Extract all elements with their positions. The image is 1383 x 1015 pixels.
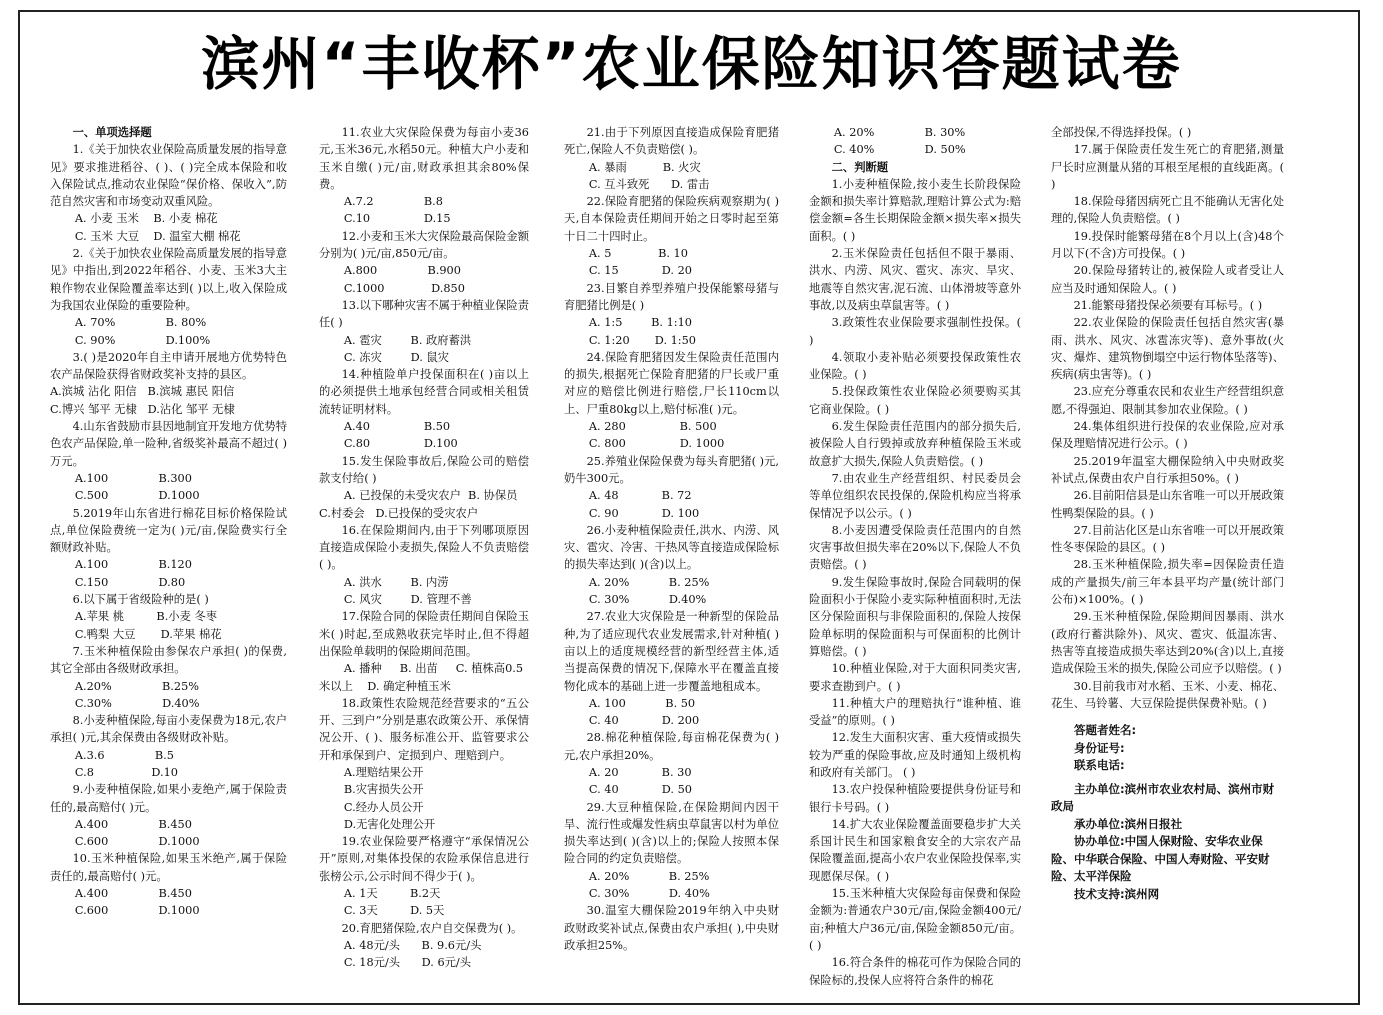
options-2b: C. 90% D.100% — [74, 333, 211, 347]
judgment-23: 23.应充分尊重农民和农业生产经营组织意愿,不得强迫、限制其参加农业保险。( ) — [1051, 385, 1284, 416]
options-12b: C.1000 D.850 — [343, 281, 465, 295]
options-20a: A. 48元/头 B. 9.6元/头 — [343, 938, 482, 952]
judgment-2: 2.玉米保险责任包括但不限于暴雨、洪水、内涝、风灾、雹灾、冻灾、旱灾、地震等自然灾害,泥石流、山体滑坡等意外事故,以及病虫草鼠害等。( ) — [809, 247, 1021, 312]
question-13: 13.以下哪种灾害不属于种植业保险责任( ) — [319, 298, 529, 330]
options-21a: A. 暴雨 B. 火灾 — [588, 160, 701, 174]
options-24b: C. 800 D. 1000 — [588, 437, 725, 451]
name-label: 答题者姓名: — [1074, 723, 1137, 738]
respondent-info — [1051, 722, 1284, 775]
judgment-3: 3.政策性农业保险要求强制性投保。( ) — [809, 316, 1021, 347]
options-20b: C. 18元/头 D. 6元/头 — [343, 956, 472, 970]
question-3: 3.( )是2020年自主申请开展地方优势特色农产品保险获得省财政奖补支持的县区。 — [50, 350, 287, 382]
question-18: 18.政策性农险规范经营要求的“五公开、三到户”分别是惠农政策公开、承保情况公开、( )、服务标准公开、监管要求公开和承保到户、定损到户、理赔到户。 — [319, 696, 529, 762]
judgment-7: 7.由农业生产经营组织、村民委员会等单位组织农民投保的,保险机构应当将承保情况予以公示。( ) — [809, 471, 1021, 520]
options-4a: A.100 B.300 — [74, 471, 192, 485]
host-line — [1051, 781, 1284, 816]
organizers — [1051, 781, 1284, 904]
options-6a: A.苹果 桃 B.小麦 冬枣 — [74, 610, 218, 624]
host-value: 滨州市农业农村局、滨州市财政局 — [1051, 781, 1275, 814]
column-4 — [809, 124, 1021, 999]
options-1a: A. 小麦 玉米 B. 小麦 棉花 — [74, 212, 218, 226]
options-13b: C. 冻灾 D. 鼠灾 — [343, 350, 450, 364]
question-29: 29.大豆种植保险,在保险期间内因干旱、流行性或爆发性病虫草鼠害以村为单位损失率达到( )(含)以上的;保险人按照本保险合同的约定负责赔偿。 — [564, 800, 779, 866]
question-1: 1.《关于加快农业保险高质量发展的指导意见》要求推进稻谷、( )、( )完全成本保险和收入保险试点,推动农业保险“保价格、保收入”,防范自然灾害和市场变动双重风险。 — [50, 143, 287, 209]
judgment-15: 15.玉米种植大灾保险每亩保费和保险金额为:普通农户30元/亩,保险金额400元/亩;种植大户36元/亩,保险金额850元/亩。( ) — [809, 887, 1021, 952]
question-28: 28.棉花种植保险,每亩棉花保费为( )元,农户承担20%。 — [564, 731, 779, 762]
options-5a: A.100 B.120 — [74, 558, 192, 572]
judgment-16-continued: 全部投保,不得选择投保。( ) — [1051, 126, 1192, 139]
question-10: 10.玉米种植保险,如果玉米绝产,属于保险责任的,最高赔付( )元。 — [50, 852, 287, 883]
question-20: 20.育肥猪保险,农户自交保费为( )。 — [341, 921, 523, 935]
exam-columns — [50, 124, 1334, 999]
judgment-24: 24.集体组织进行投保的农业保险,应对承保及理赔情况进行公示。( ) — [1051, 420, 1284, 451]
options-10b: C.600 D.1000 — [74, 904, 200, 918]
options-29b: C. 30% D. 40% — [588, 887, 710, 901]
options-22b: C. 15 D. 20 — [588, 264, 692, 278]
options-9a: A.400 B.450 — [74, 817, 192, 831]
options-2a: A. 70% B. 80% — [74, 316, 207, 330]
judgment-27: 27.目前沾化区是山东省唯一可以开展政策性冬枣保险的县区。( ) — [1051, 523, 1284, 555]
question-5: 5.2019年山东省进行棉花目标价格保险试点,单位保险费统一定为( )元/亩,保险费实行全额财政补贴。 — [50, 506, 287, 555]
options-21b: C. 互斗致死 D. 雷击 — [588, 177, 710, 191]
question-12: 12.小麦和玉米大灾保险最高保险金额分别为( )元/亩,850元/亩。 — [319, 229, 529, 261]
organizer-value: 滨州日报社 — [1124, 816, 1183, 831]
column-2 — [319, 124, 529, 999]
question-15: 15.发生保险事故后,保险公司的赔偿款支付给( ) — [319, 454, 529, 485]
options-30b: C. 40% D. 50% — [833, 143, 966, 157]
options-19b: C. 3天 D. 5天 — [343, 904, 445, 918]
options-14b: C.80 D.100 — [343, 437, 458, 451]
column-1 — [50, 124, 287, 999]
options-18d: D.无害化处理公开 — [343, 817, 436, 831]
options-29a: A. 20% B. 25% — [588, 869, 710, 883]
question-17: 17.保险合同的保险责任期间自保险玉米( )时起,至成熟收获完毕时止,但不得超出保险单载明的保险期间范围。 — [319, 610, 529, 658]
options-27a: A. 100 B. 50 — [588, 696, 696, 710]
options-17a: A. 播种 B. 出苗 C. 植株高0.5 — [343, 662, 524, 676]
judgment-9: 9.发生保险事故时,保险合同载明的保险面积小于保险小麦实际种植面积时,无法区分保险面积与非保险面积的,保险人按保险单标明的保险面积与可保面积的比例计算赔偿。( ) — [809, 575, 1021, 658]
options-14a: A.40 B.50 — [343, 420, 451, 434]
question-8: 8.小麦种植保险,每亩小麦保费为18元,农户承担( )元,其余保费由各级财政补贴。 — [50, 714, 287, 745]
options-12a: A.800 B.900 — [343, 264, 461, 278]
options-7b: C.30% D.40% — [74, 696, 200, 710]
options-25a: A. 48 B. 72 — [588, 489, 692, 503]
question-7: 7.玉米种植保险由参保农户承担( )的保费,其它全部由各级财政承担。 — [50, 644, 287, 676]
judgment-26: 26.目前阳信县是山东省唯一可以开展政策性鸭梨保险的县。( ) — [1051, 489, 1284, 520]
judgment-13: 13.农户投保种植险要提供身份证号和银行卡号码。( ) — [809, 783, 1021, 814]
question-14: 14.种植险单户投保面积在( )亩以上的必须提供土地承包经营合同或相关租赁流转证明材料。 — [319, 368, 529, 416]
question-16: 16.在保险期间内,由于下列哪项原因直接造成保险小麦损失,保险人不负责赔偿( )。 — [319, 523, 529, 572]
question-25: 25.养殖业保险保费为每头育肥猪( )元,奶牛300元。 — [564, 454, 779, 485]
options-1b: C. 玉米 大豆 D. 温室大棚 棉花 — [74, 229, 241, 243]
question-6: 6.以下属于省级险种的是( ) — [72, 593, 209, 607]
options-15a: A. 已投保的未受灾农户 B. 协保员 — [343, 489, 518, 503]
question-23: 23.目繁自养型养殖户投保能繁母猪与育肥猪比例是( ) — [564, 281, 779, 312]
judgment-14: 14.扩大农业保险覆盖面要稳步扩大关系国计民生和国家粮食安全的大宗农产品保险覆盖面,提高小农户农业保险投保率,实现愿保尽保。( ) — [809, 817, 1021, 883]
judgment-28: 28.玉米种植保险,损失率=因保险责任造成的产量损失/前三年本县平均产量(统计部门公布)×100%。( ) — [1051, 558, 1284, 607]
judgment-6: 6.发生保险责任范围内的部分损失后,被保险人自行毁掉或放弃种植保险玉米或故意扩大损失,保险人负责赔偿。( ) — [809, 420, 1021, 468]
co-organizer-line — [1051, 833, 1284, 886]
options-3b: C.博兴 邹平 无棣 D.沾化 邹平 无棣 — [50, 402, 235, 416]
options-8a: A.3.6 B.5 — [74, 748, 174, 762]
judgment-4: 4.领取小麦补贴必须要投保政策性农业保险。( ) — [809, 350, 1021, 382]
question-26: 26.小麦种植保险责任,洪水、内涝、风灾、雹灾、冷害、干热风等直接造成保险标的损失率达到( )(含)以上。 — [564, 523, 779, 572]
organizer-line — [1051, 816, 1284, 834]
judgment-22: 22.农业保险的保险责任包括自然灾害(暴雨、洪水、风灾、冰雹冻灾等)、意外事故(火灾、爆炸、建筑物倒塌空中运行物体坠落等)、疾病(病虫害等)。( ) — [1051, 316, 1284, 382]
question-22: 22.保险育肥猪的保险疾病观察期为( )天,自本保险责任期间开始之日零时起至第十日二十四时止。 — [564, 195, 779, 243]
judgment-1: 1.小麦种植保险,按小麦生长阶段保险金额和损失率计算赔款,理赔计算公式为:赔偿金额=各生长期保险金额×损失率×损失面积。( ) — [809, 177, 1021, 243]
judgment-8: 8.小麦因遭受保险责任范围内的自然灾害事故但损失率在20%以下,保险人不负责赔偿。( ) — [809, 523, 1021, 572]
options-23a: A. 1:5 B. 1:10 — [588, 316, 692, 330]
options-7a: A.20% B.25% — [74, 679, 199, 693]
question-30: 30.温室大棚保险2019年纳入中央财政财政奖补试点,保费由农户承担( ),中央财政承担25%。 — [564, 904, 779, 952]
co-organizer-label: 协办单位: — [1074, 834, 1125, 849]
question-4: 4.山东省鼓励市县因地制宜开发地方优势特色农产品保险,单一险种,省级奖补最高不超过( )万元。 — [50, 420, 287, 468]
options-25b: C. 90 D. 100 — [588, 506, 700, 520]
options-24a: A. 280 B. 500 — [588, 420, 717, 434]
options-30a: A. 20% B. 30% — [833, 126, 966, 139]
options-11b: C.10 D.15 — [343, 212, 451, 226]
judgment-29: 29.玉米种植保险,保险期间因暴雨、洪水(政府行蓄洪除外)、风灾、雹灾、低温冻害、热害等直接造成损失率达到20%(含)以上,直接造成保险玉米的损失,保险公司应予以赔偿。( ) — [1051, 610, 1284, 676]
options-3a: A.滨城 沾化 阳信 B.滨城 惠民 阳信 — [50, 385, 235, 399]
tech-support-value: 滨州网 — [1124, 886, 1160, 901]
question-21: 21.由于下列原因直接造成保险育肥猪死亡,保险人不负责赔偿( )。 — [564, 126, 779, 157]
question-9: 9.小麦种植保险,如果小麦绝产,属于保险责任的,最高赔付( )元。 — [50, 783, 287, 814]
tech-support-label: 技术支持: — [1074, 886, 1125, 901]
options-27b: C. 40 D. 200 — [588, 714, 700, 728]
judgment-19: 19.投保时能繁母猪在8个月以上(含)48个月以下(不含)方可投保。( ) — [1051, 229, 1284, 261]
question-19: 19.农业保险要严格遵守“承保情况公开”原则,对集体投保的农险承保信息进行张榜公示,公示时间不得少于( )。 — [319, 835, 529, 883]
question-11: 11.农业大灾保险保费为每亩小麦36元,玉米36元,水稻50元。种植大户小麦和玉米自缴( )元/亩,财政承担其余80%保费。 — [319, 126, 529, 191]
options-28b: C. 40 D. 50 — [588, 783, 692, 797]
column-5 — [1051, 124, 1284, 999]
judgment-21: 21.能繁母猪投保必须要有耳标号。( ) — [1073, 298, 1263, 312]
options-18c: C.经办人员公开 — [343, 800, 424, 814]
options-23b: C. 1:20 D. 1:50 — [588, 333, 696, 347]
options-16a: A. 洪水 B. 内涝 — [343, 575, 449, 589]
judgment-16: 16.符合条件的棉花可作为保险合同的保险标的,投保人应将符合条件的棉花 — [809, 956, 1021, 987]
section-heading-true-false: 二、判断题 — [831, 160, 889, 174]
judgment-30: 30.目前我市对水稻、玉米、小麦、棉花、花生、马铃薯、大豆保险提供保费补贴。( ) — [1051, 679, 1284, 710]
options-18a: A.理赔结果公开 — [343, 765, 424, 779]
question-24: 24.保险育肥猪因发生保险责任范围内的损失,根据死亡保险育肥猪的尸长或尸重对应的赔偿比例进行赔偿,尸长110cm以上、尸重80kg以上,赔付标准( )元。 — [564, 350, 779, 416]
judgment-20: 20.保险母猪转让的,被保险人或者受让人应当及时通知保险人。( ) — [1051, 264, 1284, 295]
host-label: 主办单位: — [1074, 781, 1125, 796]
options-9b: C.600 D.1000 — [74, 835, 200, 849]
options-28a: A. 20 B. 30 — [588, 765, 692, 779]
column-3 — [564, 124, 779, 999]
options-18b: B.灾害损失公开 — [343, 783, 424, 797]
judgment-11: 11.种植大户的理赔执行“谁种植、谁受益”的原则。( ) — [809, 696, 1021, 728]
question-27: 27.农业大灾保险是一种新型的保险品种,为了适应现代农业发展需求,针对种植( )亩以上的适度规模经营的新型经营主体,适当提高保费的情况下,保障水平在覆盖直接物化成本的基础上进一步覆盖地租成本。 — [564, 610, 779, 693]
options-15b: C.村委会 D.已投保的受灾农户 — [319, 506, 479, 520]
options-19a: A. 1天 B.2天 — [343, 887, 441, 901]
options-16b: C. 风灾 D. 管理不善 — [343, 593, 472, 607]
organizer-label: 承办单位: — [1074, 816, 1125, 831]
phone-label: 联系电话: — [1074, 758, 1125, 773]
judgment-18: 18.保险母猪因病死亡且不能确认无害化处理的,保险人负责赔偿。( ) — [1051, 195, 1284, 226]
options-22a: A. 5 B. 10 — [588, 247, 688, 261]
options-26a: A. 20% B. 25% — [588, 575, 710, 589]
options-11a: A.7.2 B.8 — [343, 195, 443, 209]
section-heading-single-choice: 一、单项选择题 — [72, 126, 152, 139]
options-4b: C.500 D.1000 — [74, 489, 200, 503]
id-label: 身份证号: — [1074, 740, 1125, 755]
judgment-25: 25.2019年温室大棚保险纳入中央财政奖补试点,保费由农户自行承担50%。( ) — [1051, 454, 1284, 485]
tech-support-line — [1051, 886, 1284, 904]
options-8b: C.8 D.10 — [74, 765, 178, 779]
options-26b: C. 30% D.40% — [588, 593, 707, 607]
judgment-17: 17.属于保险责任发生死亡的育肥猪,测量尸长时应测量从猪的耳根至尾根的直线距离。( ) — [1051, 143, 1284, 191]
page-title: 滨州“丰收杯”农业保险知识答题试卷 — [201, 30, 1182, 98]
question-2: 2.《关于加快农业保险高质量发展的指导意见》中指出,到2022年稻谷、小麦、玉米3大主粮作物农业保险覆盖率达到( )以上,收入保险成为我国农业保险的重要险种。 — [50, 247, 287, 312]
options-13a: A. 雹灾 B. 政府蓄洪 — [343, 333, 472, 347]
options-5b: C.150 D.80 — [74, 575, 186, 589]
options-6b: C.鸭梨 大豆 D.苹果 棉花 — [74, 627, 222, 641]
judgment-12: 12.发生大面积灾害、重大疫情或损失较为严重的保险事故,应及时通知上级机构和政府有关部门。 ( ) — [809, 731, 1021, 779]
judgment-10: 10.种植业保险,对于大面积同类灾害,要求查勘到户。( ) — [809, 662, 1021, 693]
options-10a: A.400 B.450 — [74, 887, 192, 901]
options-17b: 米以上 D. 确定种植玉米 — [319, 679, 451, 693]
judgment-5: 5.投保政策性农业保险必须要购买其它商业保险。( ) — [809, 385, 1021, 416]
co-organizer-value: 中国人保财险、安华农业保险、中华联合保险、中国人寿财险、平安财险、太平洋保险 — [1051, 834, 1270, 884]
